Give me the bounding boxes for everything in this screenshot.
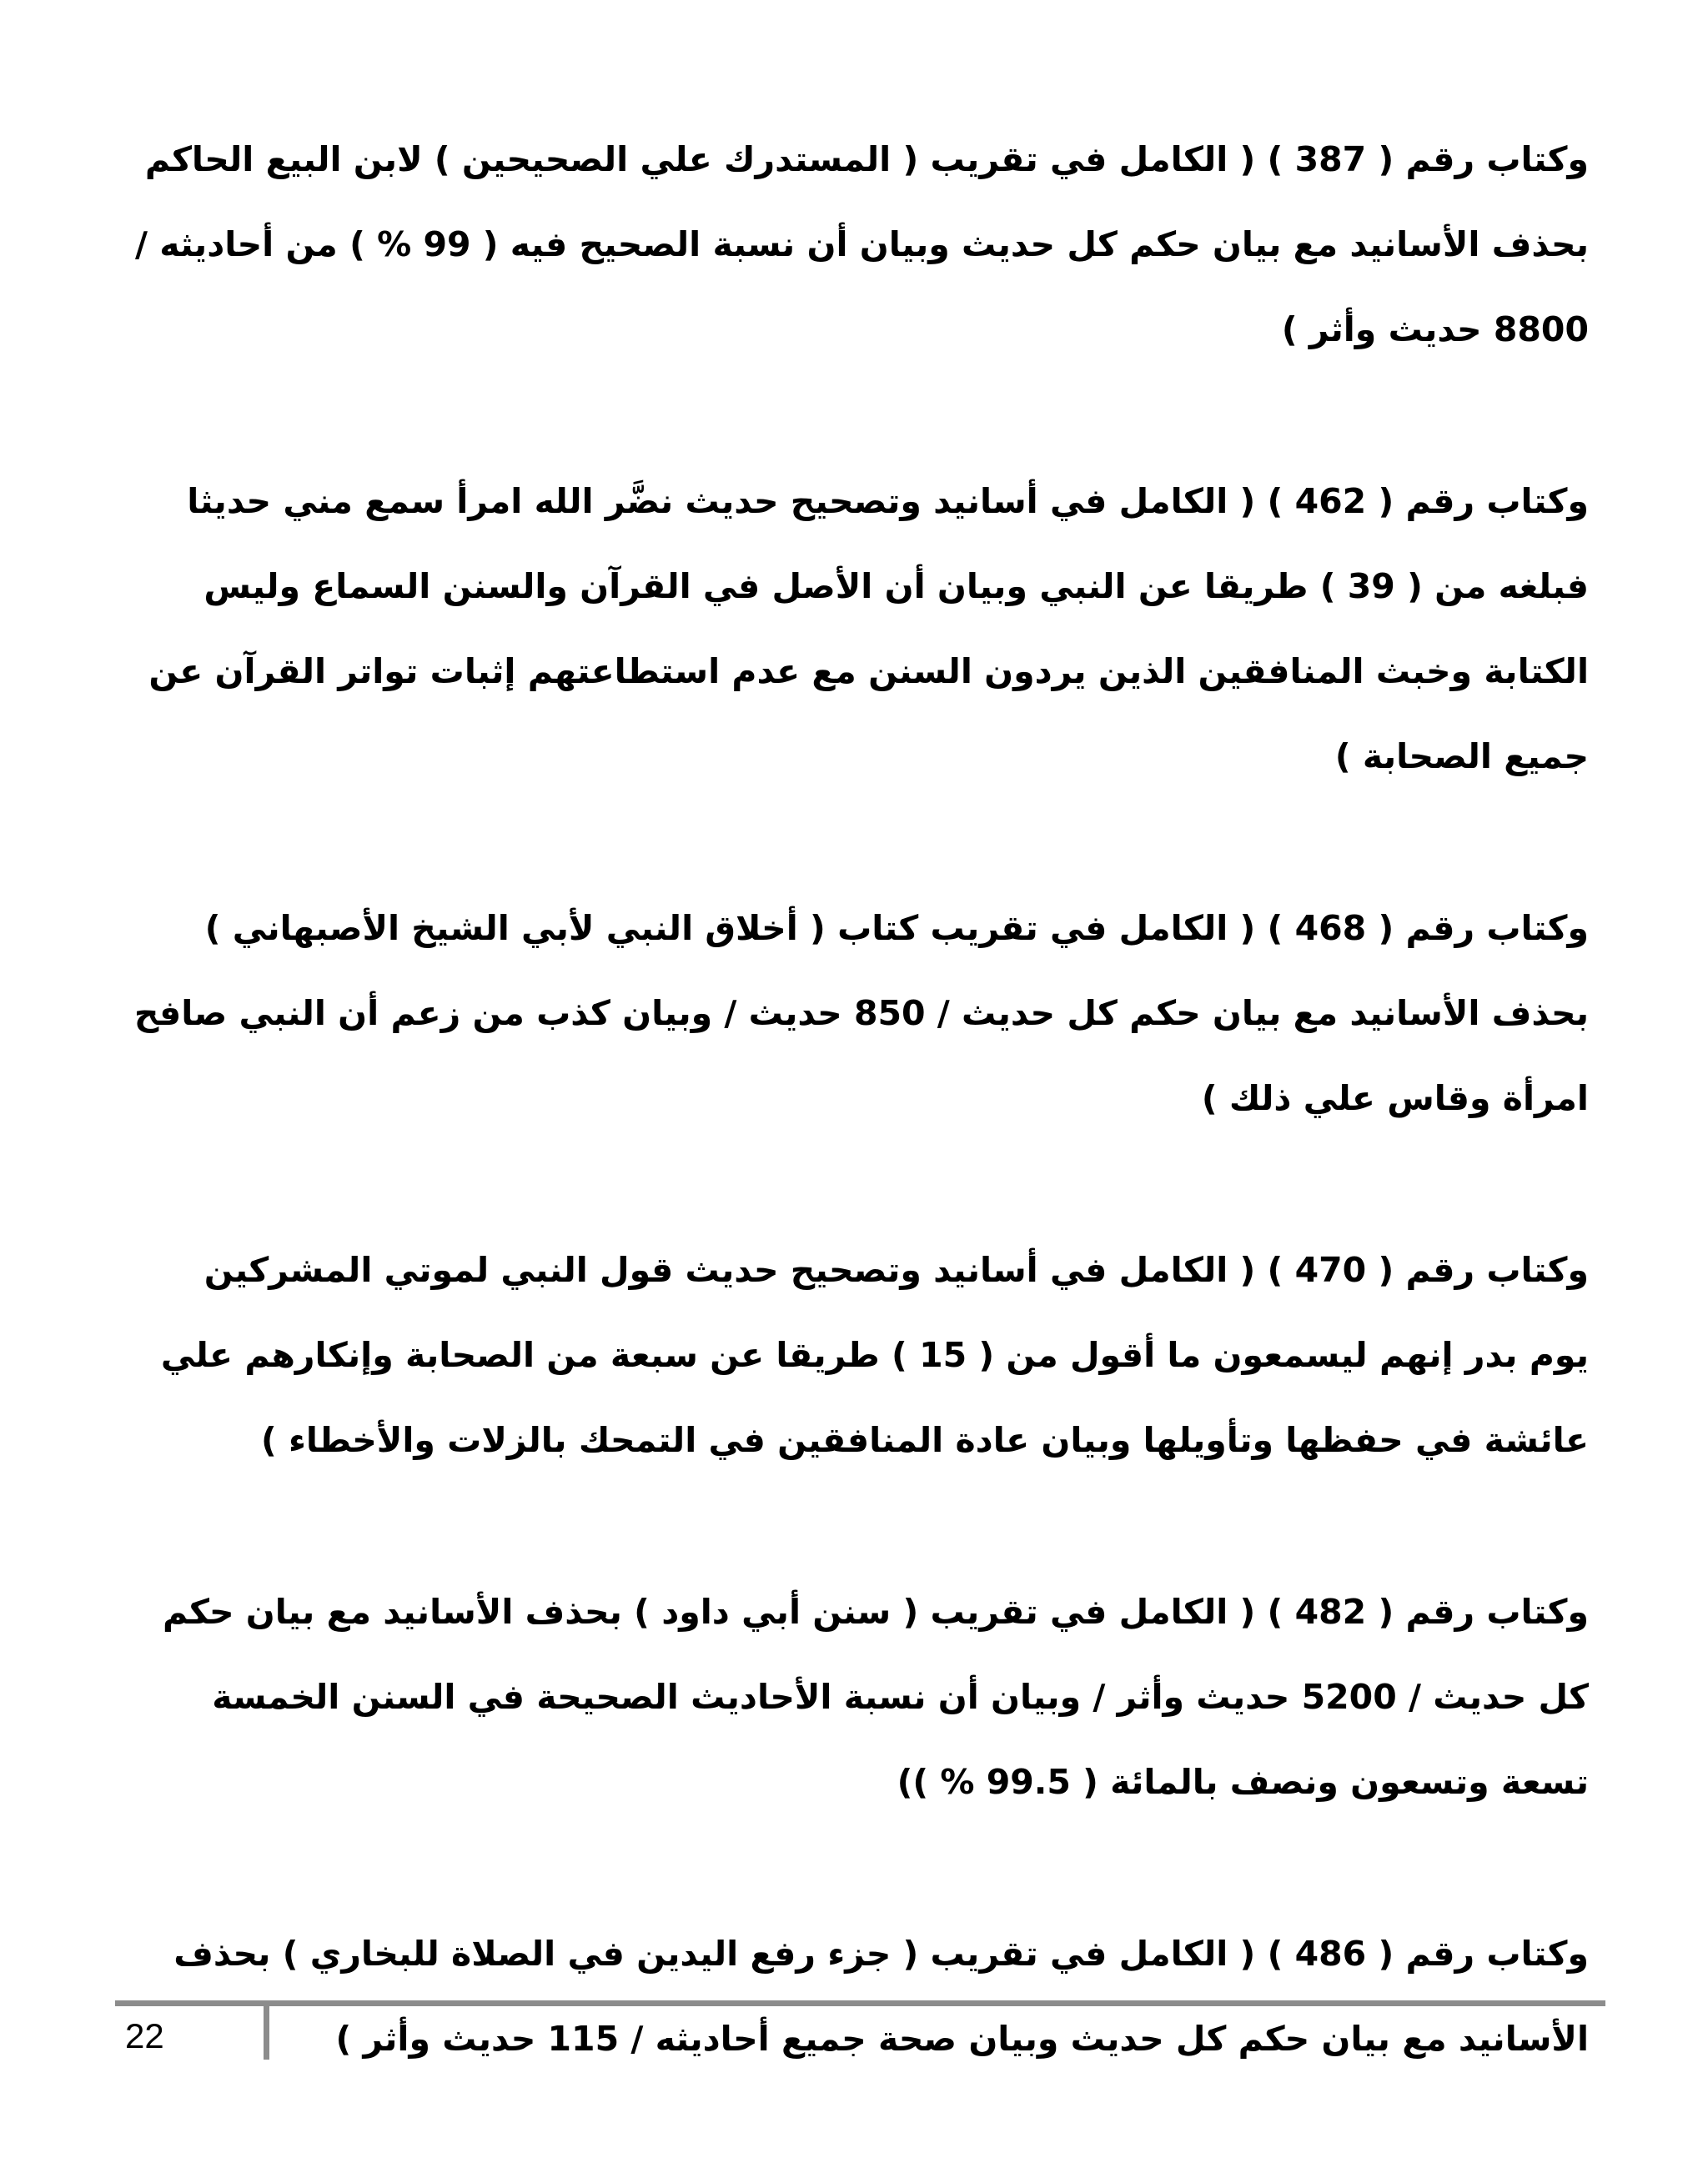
book-entry-486: وكتاب رقم ( 486 ) ( الكامل في تقريب ( جزء رفع اليدين في الصلاة للبخاري ) بحذف الأسانيد مع بيان حكم كل حديث وبيان صحة جميع أحاديثه / 115 حديث وأثر ) bbox=[173, 1934, 1589, 2059]
page-body bbox=[133, 117, 1589, 2168]
book-entry-387: وكتاب رقم ( 387 ) ( الكامل في تقريب ( المستدرك علي الصحيحين ) لابن البيع الحاكم بحذف الأسانيد مع بيان حكم كل حديث وبيان أن نسبة الصحيح فيه ( 99 % ) من أحاديثه / 8800 حديث وأثر ) bbox=[134, 139, 1589, 349]
book-entry-468: وكتاب رقم ( 468 ) ( الكامل في تقريب كتاب ( أخلاق النبي لأبي الشيخ الأصبهاني ) بحذف الأسانيد مع بيان حكم كل حديث / 850 حديث / وبيان كذب من زعم أن النبي صافح امرأة وقاس علي ذلك ) bbox=[133, 908, 1589, 1118]
footer-divider-tick bbox=[264, 2006, 269, 2060]
book-entry-462: وكتاب رقم ( 462 ) ( الكامل في أسانيد وتصحيح حديث نضَّر الله امرأ سمع مني حديثا فبلغه من ( 39 ) طريقا عن النبي وبيان أن الأصل في القرآن والسنن السماع وليس الكتابة وخبث المنافقين الذين يردون السنن مع عدم استطاعتهم إثبات تواتر القرآن عن جميع الصحابة ) bbox=[148, 481, 1589, 776]
book-entry-470: وكتاب رقم ( 470 ) ( الكامل في أسانيد وتصحيح حديث قول النبي لموتي المشركين يوم بدر إنهم ليسمعون ما أقول من ( 15 ) طريقا عن سبعة من الصحابة وإنكارهم علي عائشة في حفظها وتأويلها وبيان عادة المنافقين في التمحك بالزلات والأخطاء ) bbox=[160, 1250, 1589, 1460]
footer-divider bbox=[115, 2000, 1605, 2006]
page-number: 22 bbox=[125, 2016, 164, 2055]
book-entry-482: وكتاب رقم ( 482 ) ( الكامل في تقريب ( سنن أبي داود ) بحذف الأسانيد مع بيان حكم كل حديث / 5200 حديث وأثر / وبيان أن نسبة الأحاديث الصحيحة في السنن الخمسة تسعة وتسعون ونصف بالمائة ( 99.5 % )) bbox=[162, 1592, 1589, 1802]
